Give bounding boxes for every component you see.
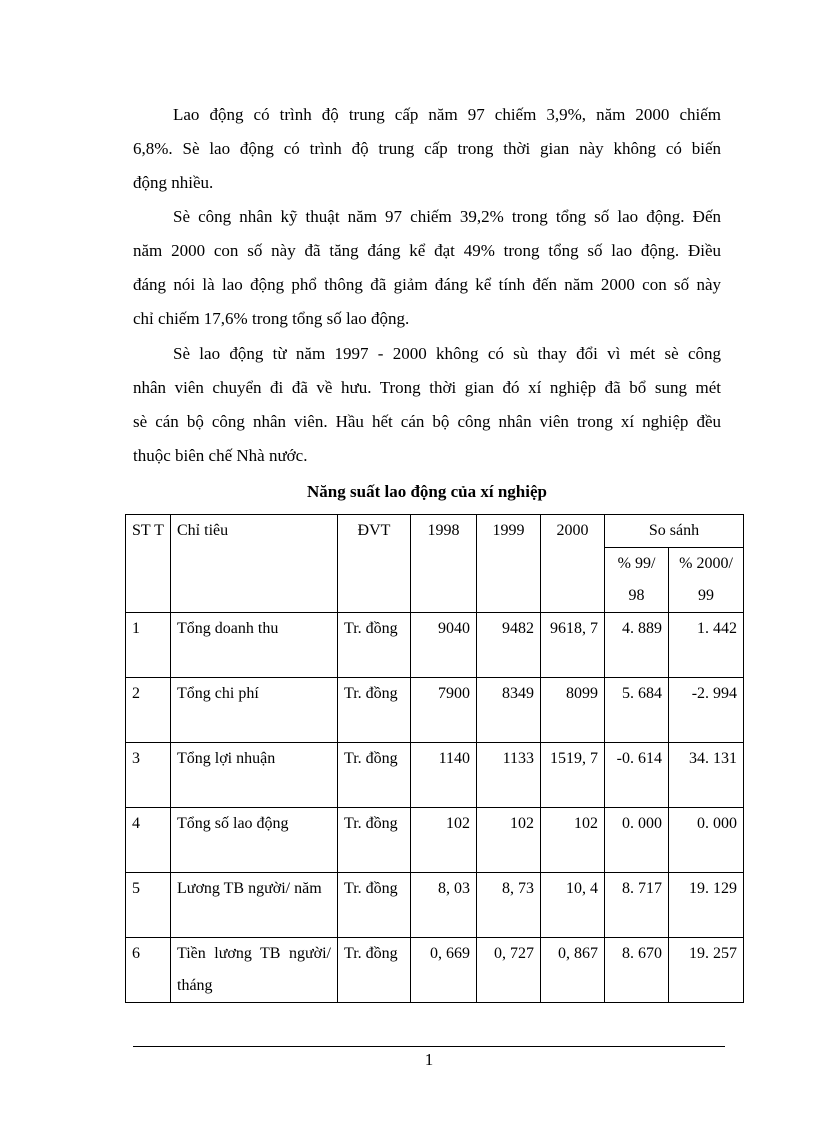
- cell-compare-99-98: -0. 614: [605, 743, 669, 808]
- cell-1999: 9482: [477, 613, 541, 678]
- cell-2000: 10, 4: [541, 873, 605, 938]
- cell-indicator: Tiền lương TB người/ tháng: [171, 938, 338, 1003]
- cell-2000: 1519, 7: [541, 743, 605, 808]
- cell-unit: Tr. đồng: [338, 743, 411, 808]
- paragraph-line: Sè công nhân kỹ thuật năm 97 chiếm 39,2% trong tổng số lao động. Đến: [173, 207, 721, 226]
- cell-indicator: Lương TB người/ năm: [171, 873, 338, 938]
- table-row: [126, 743, 744, 808]
- paragraph-3: [133, 337, 721, 473]
- cell-1999: 102: [477, 808, 541, 873]
- header-1999: 1999: [477, 515, 541, 613]
- cell-2000: 0, 867: [541, 938, 605, 1003]
- paragraph-line: chỉ chiếm 17,6% trong tổng số lao động.: [133, 309, 410, 328]
- paragraph-line: Lao động có trình độ trung cấp năm 97 chiếm 3,9%, năm 2000 chiếm: [173, 105, 721, 124]
- table-body: [126, 613, 744, 1003]
- header-indicator: Chỉ tiêu: [171, 515, 338, 613]
- header-1998: 1998: [411, 515, 477, 613]
- cell-1998: 0, 669: [411, 938, 477, 1003]
- cell-1998: 102: [411, 808, 477, 873]
- cell-compare-99-98: 8. 670: [605, 938, 669, 1003]
- cell-1998: 7900: [411, 678, 477, 743]
- header-compare: So sánh: [605, 515, 744, 548]
- table-row: [126, 873, 744, 938]
- cell-compare-99-98: 4. 889: [605, 613, 669, 678]
- table-title: Năng suất lao động của xí nghiệp: [307, 482, 547, 501]
- cell-compare-99-98: 8. 717: [605, 873, 669, 938]
- paragraph-line: động nhiều.: [133, 173, 214, 192]
- table-row: [126, 613, 744, 678]
- cell-unit: Tr. đồng: [338, 808, 411, 873]
- paragraph-line: thuộc biên chế Nhà nước.: [133, 446, 308, 465]
- cell-indicator: Tổng lợi nhuận: [171, 743, 338, 808]
- cell-1998: 9040: [411, 613, 477, 678]
- cell-indicator: Tổng số lao động: [171, 808, 338, 873]
- table-row: [126, 678, 744, 743]
- paragraph-line: đáng nói là lao động phổ thông đã giảm đáng kể tính đến năm 2000 con số này: [133, 275, 721, 294]
- cell-1999: 0, 727: [477, 938, 541, 1003]
- header-unit: ĐVT: [338, 515, 411, 613]
- cell-compare-2000-99: 19. 129: [669, 873, 744, 938]
- productivity-table: [125, 514, 744, 1003]
- cell-1998: 8, 03: [411, 873, 477, 938]
- cell-stt: 3: [126, 743, 171, 808]
- cell-1999: 8, 73: [477, 873, 541, 938]
- page-number: 1: [424, 1050, 434, 1069]
- cell-2000: 102: [541, 808, 605, 873]
- paragraph-line: năm 2000 con số này đã tăng đáng kể đạt 49% trong tổng số lao động. Điều: [133, 241, 721, 260]
- table-row: [126, 938, 744, 1003]
- cell-compare-2000-99: -2. 994: [669, 678, 744, 743]
- cell-compare-2000-99: 0. 000: [669, 808, 744, 873]
- cell-unit: Tr. đồng: [338, 613, 411, 678]
- cell-stt: 1: [126, 613, 171, 678]
- paragraph-line: nhân viên chuyển đi đã về hưu. Trong thời gian đó xí nghiệp đã bổ sung mét: [133, 378, 721, 397]
- cell-unit: Tr. đồng: [338, 678, 411, 743]
- cell-stt: 4: [126, 808, 171, 873]
- cell-unit: Tr. đồng: [338, 873, 411, 938]
- header-2000: 2000: [541, 515, 605, 613]
- header-stt: ST T: [126, 515, 171, 613]
- cell-stt: 6: [126, 938, 171, 1003]
- paragraph-line: sè cán bộ công nhân viên. Hầu hết cán bộ công nhân viên trong xí nghiệp đều: [133, 412, 721, 431]
- header-compare-2000-99: % 2000/ 99: [669, 548, 744, 613]
- footer-divider: [133, 1046, 725, 1047]
- cell-1999: 1133: [477, 743, 541, 808]
- cell-compare-2000-99: 1. 442: [669, 613, 744, 678]
- cell-1998: 1140: [411, 743, 477, 808]
- paragraph-1: [133, 98, 721, 200]
- cell-2000: 8099: [541, 678, 605, 743]
- cell-2000: 9618, 7: [541, 613, 605, 678]
- table-header-row: [126, 515, 744, 548]
- paragraph-line: Sè lao động từ năm 1997 - 2000 không có sù thay đổi vì mét sè công: [173, 344, 721, 363]
- cell-stt: 5: [126, 873, 171, 938]
- header-compare-99-98: % 99/ 98: [605, 548, 669, 613]
- paragraph-line: 6,8%. Sè lao động có trình độ trung cấp trong thời gian này không có biến: [133, 139, 721, 158]
- cell-unit: Tr. đồng: [338, 938, 411, 1003]
- cell-compare-2000-99: 19. 257: [669, 938, 744, 1003]
- cell-compare-99-98: 5. 684: [605, 678, 669, 743]
- cell-1999: 8349: [477, 678, 541, 743]
- cell-compare-99-98: 0. 000: [605, 808, 669, 873]
- paragraph-2: [133, 200, 721, 336]
- cell-indicator: Tổng chi phí: [171, 678, 338, 743]
- cell-stt: 2: [126, 678, 171, 743]
- cell-compare-2000-99: 34. 131: [669, 743, 744, 808]
- cell-indicator: Tổng doanh thu: [171, 613, 338, 678]
- table-row: [126, 808, 744, 873]
